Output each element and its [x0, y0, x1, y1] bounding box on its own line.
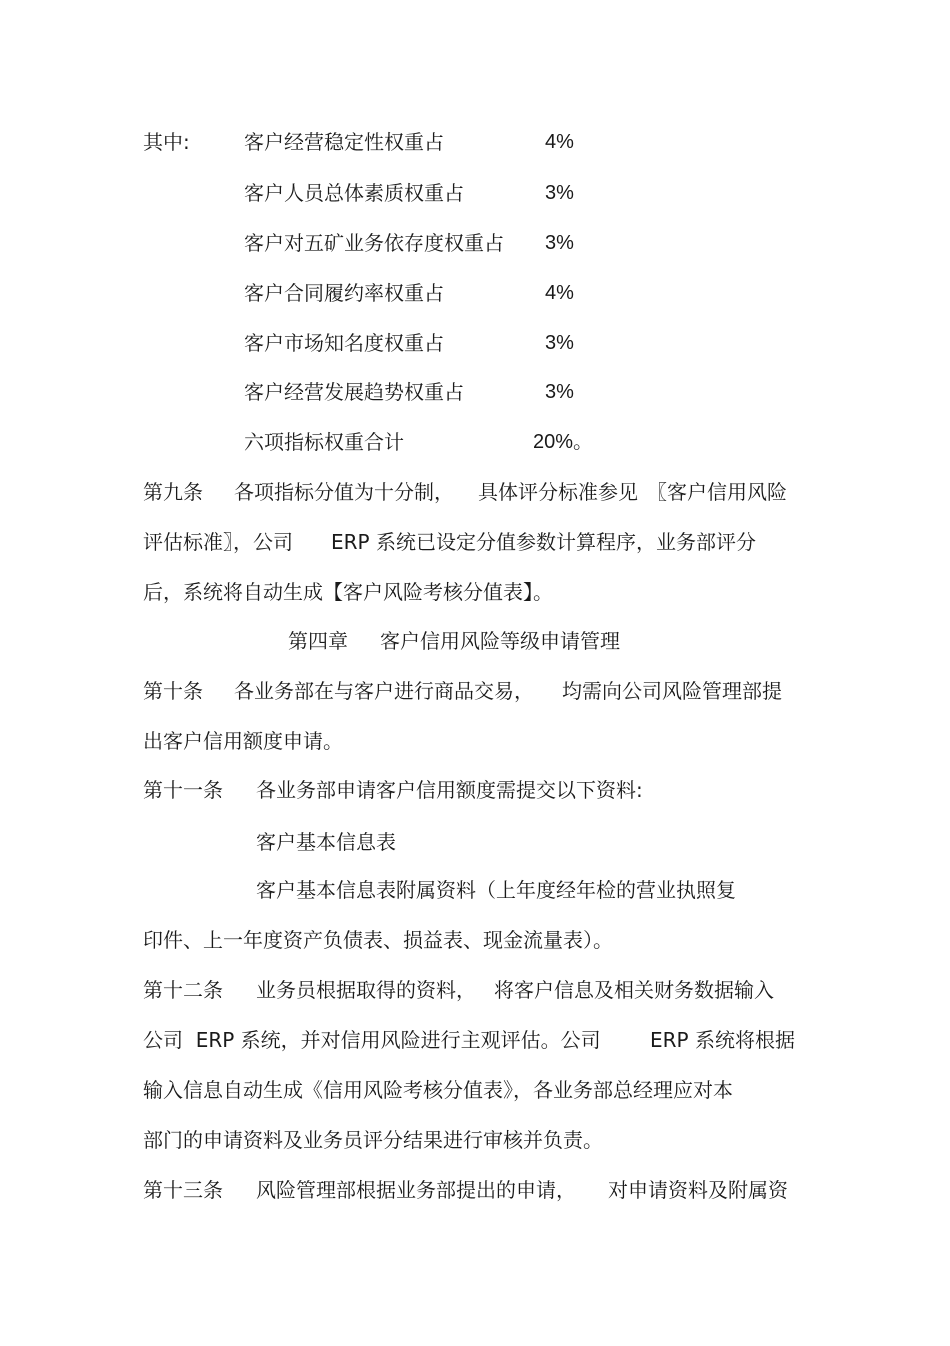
article12-line2b: ERP 系统将根据	[650, 1028, 795, 1052]
article11-item1: 客户基本信息表	[256, 830, 396, 854]
article11-title: 第十一条	[143, 778, 223, 802]
chapter-title: 客户信用风险等级申请管理	[380, 629, 620, 653]
weight-label-contract-rate: 客户合同履约率权重占	[244, 281, 444, 305]
article11-item2b: 印件、上一年度资产负债表、损益表、现金流量表）。	[143, 928, 613, 952]
weight-value-dependency: 3%	[545, 232, 574, 254]
weight-label-stability: 客户经营稳定性权重占	[244, 130, 444, 154]
article10-line1b: 均需向公司风险管理部提	[562, 679, 782, 703]
article12-line1a: 业务员根据取得的资料，	[256, 978, 476, 1002]
article12-title: 第十二条	[143, 978, 223, 1002]
article12-line3: 输入信息自动生成《信用风险考核分值表》，各业务部总经理应对本	[143, 1078, 733, 1102]
weight-label-market-fame: 客户市场知名度权重占	[244, 331, 444, 355]
weight-value-trend: 3%	[545, 381, 574, 403]
article9-line3: 后，系统将自动生成【客户风险考核分值表】。	[143, 580, 553, 604]
weight-label-trend: 客户经营发展趋势权重占	[244, 380, 464, 404]
weights-intro: 其中:	[143, 130, 190, 154]
article10-line2: 出客户信用额度申请。	[143, 729, 343, 753]
weight-value-total: 20%。	[533, 431, 594, 453]
weight-value-staff-quality: 3%	[545, 182, 574, 204]
article13-line1a: 风险管理部根据业务部提出的申请，	[256, 1178, 576, 1202]
weight-label-total: 六项指标权重合计	[244, 430, 404, 454]
weight-label-staff-quality: 客户人员总体素质权重占	[244, 181, 464, 205]
article11-item2a: 客户基本信息表附属资料（上年度经年检的营业执照复	[256, 878, 736, 902]
article12-line2a: 公司 ERP 系统，并对信用风险进行主观评估。公司	[143, 1028, 601, 1052]
article9-line1c: 〖客户信用风险	[647, 480, 787, 504]
article9-line2b: ERP 系统已设定分值参数计算程序，业务部评分	[331, 530, 756, 554]
article9-title: 第九条	[143, 480, 203, 504]
weight-value-stability: 4%	[545, 131, 574, 153]
article12-line4: 部门的申请资料及业务员评分结果进行审核并负责。	[143, 1128, 603, 1152]
article13-title: 第十三条	[143, 1178, 223, 1202]
article9-line1b: 具体评分标准参见	[478, 480, 638, 504]
article9-line1a: 各项指标分值为十分制，	[234, 480, 454, 504]
article10-title: 第十条	[143, 679, 203, 703]
article13-line1b: 对申请资料及附属资	[608, 1178, 788, 1202]
article12-line1b: 将客户信息及相关财务数据输入	[494, 978, 774, 1002]
article11-line1: 各业务部申请客户信用额度需提交以下资料:	[256, 778, 643, 802]
weight-value-contract-rate: 4%	[545, 282, 574, 304]
article10-line1a: 各业务部在与客户进行商品交易，	[234, 679, 534, 703]
weight-label-dependency: 客户对五矿业务依存度权重占	[244, 231, 504, 255]
weight-value-market-fame: 3%	[545, 332, 574, 354]
article9-line2a: 评估标准〗，公司	[143, 530, 293, 554]
chapter-label: 第四章	[288, 629, 348, 653]
